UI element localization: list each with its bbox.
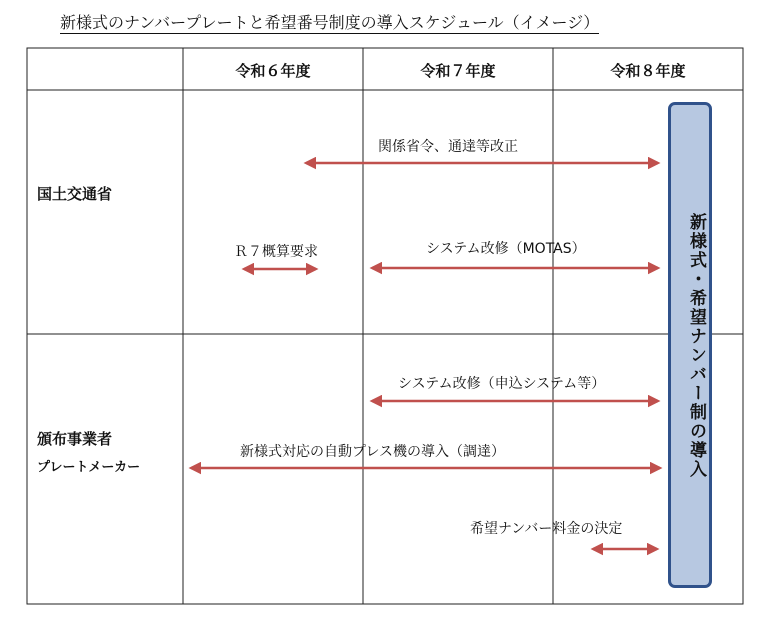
task-label-ordinance: 関係省令、通達等改正 <box>378 139 518 155</box>
task-label-application-system: システム改修（申込システム等） <box>398 376 606 392</box>
task-label-press-machine: 新様式対応の自動プレス機の導入（調達） <box>240 444 506 460</box>
header-r6: 令和６年度 <box>235 62 311 80</box>
milestone-label: 新様式・希望ナンバー制の導入 <box>686 213 706 479</box>
diagram-title: 新様式のナンバープレートと希望番号制度の導入スケジュール（イメージ） <box>60 13 600 32</box>
task-label-budget: Ｒ７概算要求 <box>234 244 318 260</box>
row-label-maker: プレートメーカー <box>37 460 141 475</box>
milestone-box <box>668 102 712 588</box>
header-r7: 令和７年度 <box>420 62 496 80</box>
task-label-motas: システム改修（MOTAS） <box>426 241 586 257</box>
row-label-issuer: 頒布事業者 <box>37 430 113 448</box>
row-label-mlit: 国土交通省 <box>37 185 113 203</box>
header-r8: 令和８年度 <box>610 62 686 80</box>
task-label-fee: 希望ナンバー料金の決定 <box>470 521 623 537</box>
